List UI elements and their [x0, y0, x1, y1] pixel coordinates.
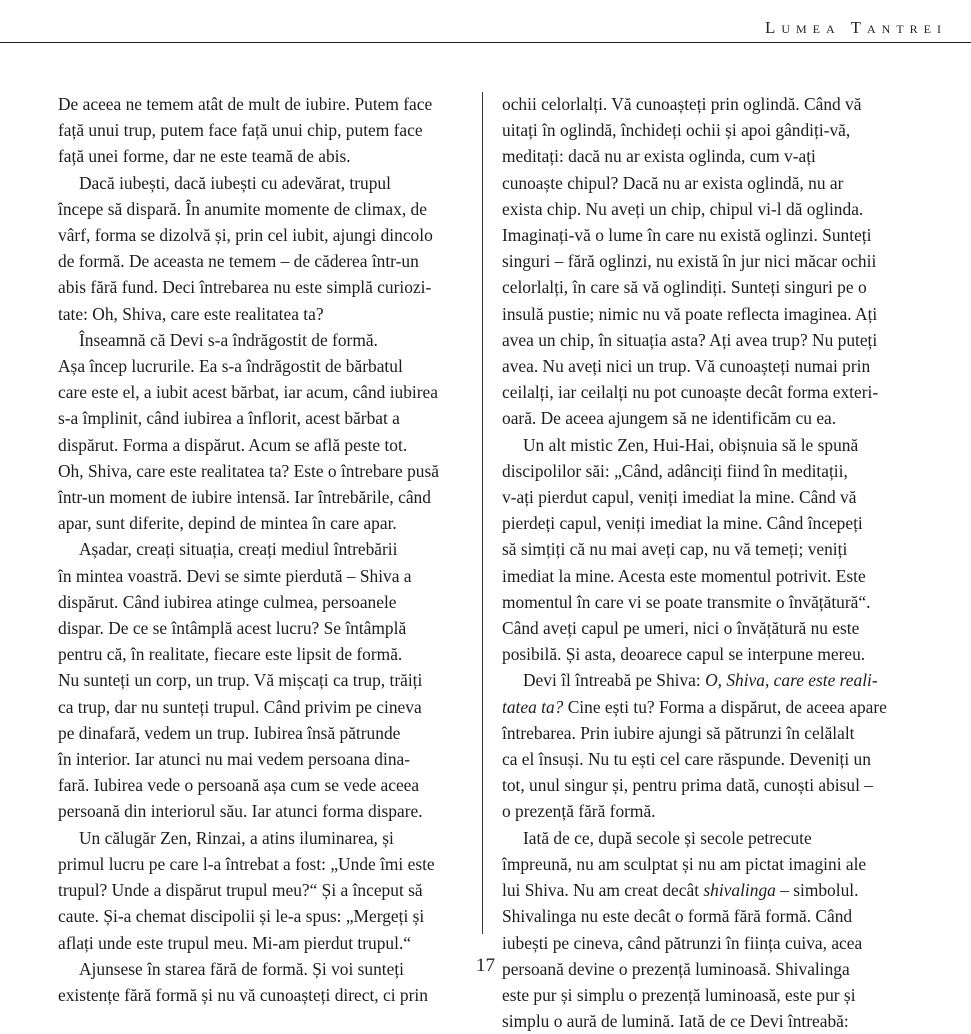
text-line: [502, 143, 929, 169]
text-line-content: dispar. De ce se întâmplă acest lucru? Se întâmplă: [58, 618, 407, 639]
text-line-content: trupul? Unde a dispărut trupul meu?“ Și a început să: [58, 880, 423, 901]
text-line-content: persoană devine o prezență luminoasă. Shivalinga: [502, 958, 850, 979]
text-line: [58, 379, 463, 405]
text-line-content: dispărut. Când iubirea atinge culmea, persoanele: [58, 591, 397, 612]
text-line-content: celorlalți, în care să vă oglindiți. Sunteți singuri pe o: [502, 277, 867, 298]
text-line: [58, 405, 463, 431]
text-line-content: momentul în care vi se poate transmite o învățătură“.: [502, 591, 871, 612]
text-line-content: v-ați pierdut capul, veniți imediat la mine. Când vă: [502, 487, 857, 508]
text-line-content: să simțiți că nu mai aveți cap, nu vă temeți; veniți: [502, 539, 848, 560]
text-line: [58, 615, 463, 641]
text-line: [502, 930, 929, 956]
text-line-content: tot, unul singur și, pentru prima dată, cunoști abisul –: [502, 775, 873, 796]
text-line-content: pentru că, în realitate, fiecare este lipsit de formă.: [58, 644, 403, 665]
text-line-content: posibilă. Și asta, deoarece capul se interpune mereu.: [502, 644, 866, 665]
text-line-content: apar, sunt diferite, depind de mintea în care apar.: [58, 513, 397, 534]
text-line-content: ca el însuși. Nu tu ești cel care răspunde. Deveniți un: [502, 749, 871, 770]
running-header-title: Lumea Tantrei: [764, 18, 947, 37]
right-text-column: [502, 91, 929, 1034]
italic-text: tatea ta?: [502, 696, 564, 717]
text-line-content: ochii celorlalți. Vă cunoașteți prin oglindă. Când vă: [502, 94, 862, 114]
text-line: [502, 903, 929, 929]
text-line-content: existențe fără formă și nu vă cunoașteți direct, ci prin: [58, 984, 428, 1005]
text-line-content: meditați: dacă nu ar exista oglinda, cum v-ați: [502, 146, 816, 167]
text-line-content: avea. Nu aveți nici un trup. Vă cunoașteți numai prin: [502, 356, 871, 377]
text-line-content: singuri – fără oglinzi, nu există în jur nici măcar ochii: [502, 251, 877, 272]
text-line: [502, 877, 929, 903]
text-line-content: este pur și simplu o prezență luminoasă, este pur și: [502, 984, 856, 1005]
text-line-content: Așadar, creați situația, creați mediul întrebării: [79, 539, 398, 560]
text-line: [502, 458, 929, 484]
text-line-content: avea un chip, în situația asta? Ați avea trup? Nu puteți: [502, 329, 878, 350]
text-line: [58, 667, 463, 693]
text-line-content: împreună, nu am sculptat și nu am pictat imagini ale: [502, 853, 867, 874]
text-line: [502, 353, 929, 379]
text-line-content: dispărut. Forma a dispărut. Acum se află peste tot.: [58, 434, 408, 455]
column-divider: [482, 92, 483, 934]
text-line: [58, 91, 463, 117]
text-line-content: cunoaște chipul? Dacă nu ar exista oglindă, nu ar: [502, 172, 844, 193]
text-line: [502, 327, 929, 353]
text-line-content: în interior. Iar atunci nu mai vedem persoana dina-: [58, 749, 411, 770]
text-line: [58, 825, 463, 851]
text-line-content: ceilalți, iar ceilalți nu pot cunoaște decât forma exteri-: [502, 382, 879, 403]
text-line-content: Shivalinga nu este decât o formă fără formă. Când: [502, 906, 853, 927]
text-line-continuation: – simbolul.: [775, 880, 859, 901]
text-line: [502, 746, 929, 772]
text-line: [502, 798, 929, 824]
text-line: [58, 720, 463, 746]
text-line: [502, 536, 929, 562]
text-line: [58, 484, 463, 510]
text-line: [502, 379, 929, 405]
text-line: [502, 851, 929, 877]
text-line: [58, 353, 463, 379]
text-line-content: Imaginați-vă o lume în care nu există oglinzi. Sunteți: [502, 225, 872, 246]
text-line: [58, 248, 463, 274]
text-line: [58, 772, 463, 798]
text-line: [502, 432, 929, 458]
italic-text: O, Shiva, care este reali-: [705, 670, 878, 691]
text-line: [58, 432, 463, 458]
text-line-content: Iată de ce, după secole și secole petrecute: [523, 827, 812, 848]
text-line: [58, 798, 463, 824]
text-line: [502, 274, 929, 300]
text-line-content: pe dinafară, vedem un trup. Iubirea însă pătrunde: [58, 722, 401, 743]
text-line-content: Nu sunteți un corp, un trup. Vă mișcați ca trup, trăiți: [58, 670, 423, 691]
text-line-content: abis fără fund. Deci întrebarea nu este simplă curiozi-: [58, 277, 432, 298]
text-line-content: Așa încep lucrurile. Ea s-a îndrăgostit de bărbatul: [58, 356, 403, 377]
text-line-content: uitați în oglindă, închideți ochii și apoi gândiți-vă,: [502, 120, 851, 141]
italic-text: shivalinga: [703, 880, 776, 901]
text-line: [58, 746, 463, 772]
text-line-content: vârf, forma se dizolvă și, prin cel iubit, ajungi dincolo: [58, 225, 433, 246]
text-line-content: Când aveți capul pe umeri, nici o învățătură nu este: [502, 618, 860, 639]
text-line: [58, 170, 463, 196]
text-line-content: pierdeți capul, veniți imediat la mine. Când începeți: [502, 513, 863, 534]
text-line-content: primul lucru pe care l-a întrebat a fost: „Unde îmi este: [58, 853, 435, 874]
text-line-content: Devi îl întreabă pe Shiva:: [523, 670, 706, 691]
text-line: [502, 91, 929, 117]
text-line: [502, 117, 929, 143]
text-line: [502, 641, 929, 667]
text-line: [502, 248, 929, 274]
text-line: [502, 720, 929, 746]
text-line-continuation: Cine ești tu? Forma a dispărut, de aceea apare: [563, 696, 887, 717]
text-line: [58, 982, 463, 1008]
text-line: [502, 222, 929, 248]
text-line: [502, 615, 929, 641]
text-line-content: o prezență fără formă.: [502, 801, 656, 822]
text-line: [58, 641, 463, 667]
text-line-content: simplu o aură de lumină. Iată de ce Devi întreabă:: [502, 1011, 849, 1032]
text-line: [502, 484, 929, 510]
text-line-content: într-un moment de iubire intensă. Iar întrebările, când: [58, 487, 431, 508]
text-line: [58, 589, 463, 615]
page-number: 17: [476, 955, 495, 976]
text-line: [58, 903, 463, 929]
text-line-content: s-a împlinit, când iubirea a înflorit, acest bărbat a: [58, 408, 400, 429]
text-line-content: Ajunsese în starea fără de formă. Și voi sunteți: [79, 958, 405, 979]
text-line: [58, 274, 463, 300]
text-line-content: Oh, Shiva, care este realitatea ta? Este o întrebare pusă: [58, 460, 439, 481]
text-line-content: lui Shiva. Nu am creat decât: [502, 880, 704, 901]
text-line: [502, 405, 929, 431]
text-line: [58, 930, 463, 956]
text-line: [502, 1008, 929, 1034]
left-text-column: [58, 91, 463, 1008]
text-line: [58, 143, 463, 169]
text-line: [58, 694, 463, 720]
text-line-content: exista chip. Nu aveți un chip, chipul vi-l dă oglinda.: [502, 198, 864, 219]
text-line-content: discipolilor săi: „Când, adânciți fiind în meditații,: [502, 460, 848, 481]
text-line: [58, 301, 463, 327]
header-rule: [0, 42, 971, 43]
text-line: [502, 301, 929, 327]
text-line-content: ca trup, dar nu sunteți trupul. Când privim pe cineva: [58, 696, 422, 717]
text-line-content: de formă. De aceasta ne temem – de căderea într-un: [58, 251, 419, 272]
text-line-content: tate: Oh, Shiva, care este realitatea ta?: [58, 303, 324, 324]
text-line-content: iubești pe cineva, când pătrunzi în ființa cuiva, acea: [502, 932, 863, 953]
text-line-content: întrebarea. Prin iubire ajungi să pătrunzi în celălalt: [502, 722, 855, 743]
text-line-content: insulă pustie; nimic nu vă poate reflecta imaginea. Ați: [502, 303, 878, 324]
text-line-content: caute. Și-a chemat discipolii și le-a spus: „Mergeți și: [58, 906, 425, 927]
text-line: [58, 851, 463, 877]
text-line-content: oară. De aceea ajungem să ne identificăm cu ea.: [502, 408, 837, 429]
text-line-content: De aceea ne temem atât de mult de iubire. Putem face: [58, 94, 433, 114]
text-line: [58, 510, 463, 536]
text-line-content: Un călugăr Zen, Rinzai, a atins iluminarea, și: [79, 827, 394, 848]
running-header: [765, 18, 947, 38]
text-line: [502, 825, 929, 851]
text-line-content: fară. Iubirea vede o persoană așa cum se vede aceea: [58, 775, 420, 796]
text-line: [58, 458, 463, 484]
text-line-content: imediat la mine. Acesta este momentul potrivit. Este: [502, 565, 866, 586]
text-line-content: Dacă iubești, dacă iubești cu adevărat, trupul: [79, 172, 391, 193]
text-line-content: persoană din interiorul său. Iar atunci forma dispare.: [58, 801, 423, 822]
text-line-content: care este el, a iubit acest bărbat, iar acum, când iubirea: [58, 382, 438, 403]
text-line: [502, 589, 929, 615]
text-line-content: Un alt mistic Zen, Hui-Hai, obișnuia să le spună: [523, 434, 859, 455]
text-line: [502, 772, 929, 798]
text-line: [58, 877, 463, 903]
text-line: [58, 536, 463, 562]
text-line: [502, 170, 929, 196]
text-line-content: aflați unde este trupul meu. Mi-am pierdut trupul.“: [58, 932, 412, 953]
text-line-content: față unui trup, putem face față unui chip, putem face: [58, 120, 423, 141]
text-line: [502, 563, 929, 589]
text-line-content: în mintea voastră. Devi se simte pierdută – Shiva a: [58, 565, 412, 586]
text-line: [502, 510, 929, 536]
text-line: [502, 667, 929, 693]
text-line-content: Înseamnă că Devi s-a îndrăgostit de formă.: [79, 329, 378, 350]
text-line: [502, 982, 929, 1008]
text-line: [502, 694, 929, 720]
text-line: [58, 563, 463, 589]
text-line-content: începe să dispară. În anumite momente de climax, de: [58, 198, 427, 219]
text-line: [58, 196, 463, 222]
text-line: [58, 327, 463, 353]
text-line: [58, 117, 463, 143]
text-line-content: față unei forme, dar ne este teamă de abis.: [58, 146, 351, 167]
text-line: [502, 196, 929, 222]
text-line: [58, 222, 463, 248]
